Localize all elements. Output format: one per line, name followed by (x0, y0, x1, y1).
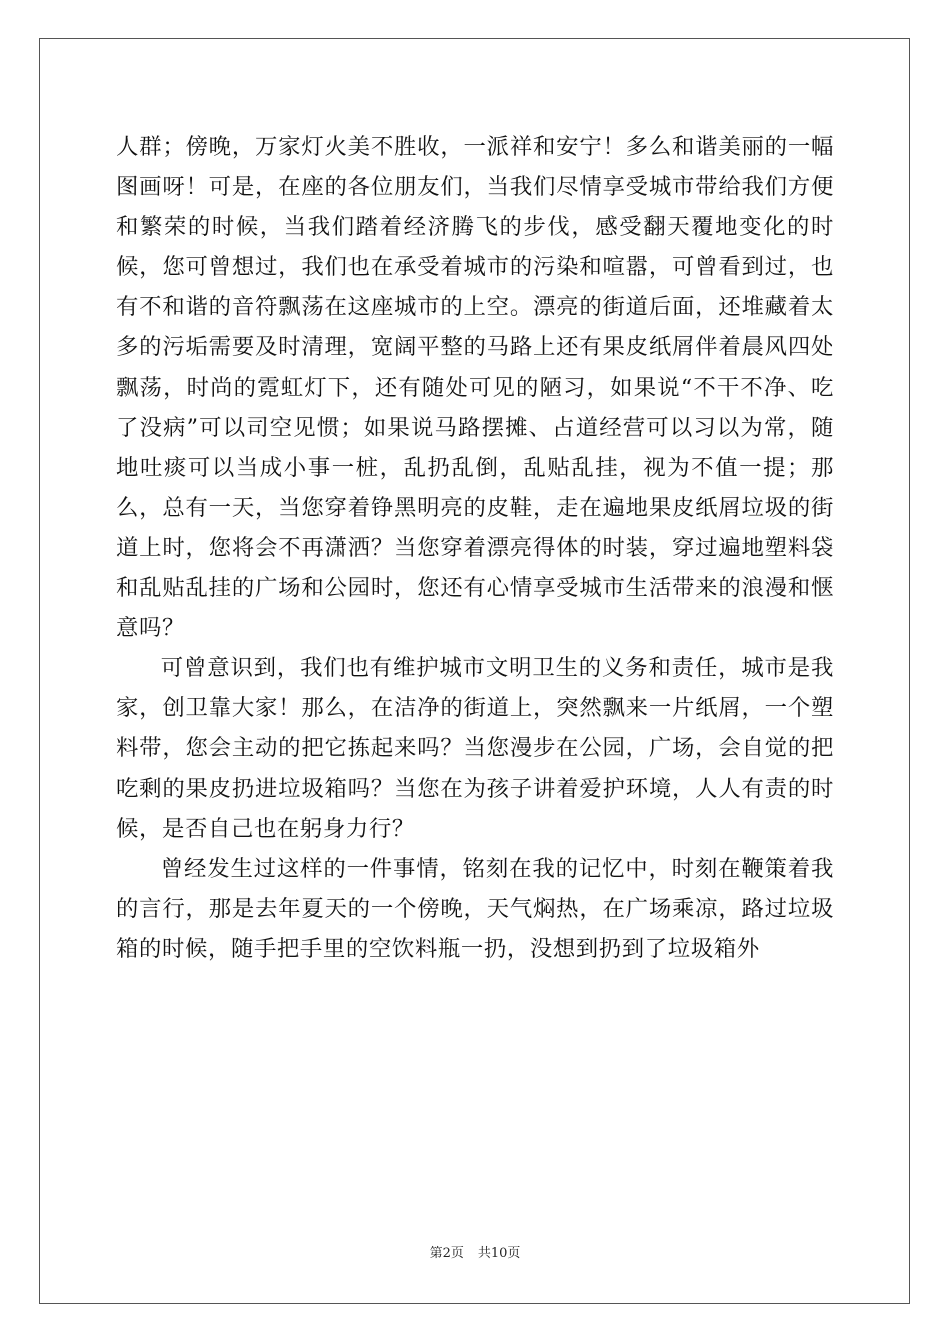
page-total: 共10页 (477, 1246, 521, 1261)
document-body (116, 127, 834, 969)
page-number: 第2页 (429, 1246, 464, 1261)
paragraph-3: 曾经发生过这样的一件事情，铭刻在我的记忆中，时刻在鞭策着我的言行，那是去年夏天的一个傍晚，天气焖热，在广场乘凉，路过垃圾箱的时候，随手把手里的空饮料瓶一扔，没想到扔到了垃圾箱外 (116, 855, 834, 962)
paragraph-2: 可曾意识到，我们也有维护城市文明卫生的义务和责任，城市是我家，创卫靠大家！那么，在洁净的街道上，突然飘来一片纸屑，一个塑料带，您会主动的把它拣起来吗？当您漫步在公园，广场，会自觉的把吃剩的果皮扔进垃圾箱吗？当您在为孩子讲着爱护环境，人人有责的时候，是否自己也在躬身力行？ (116, 655, 834, 842)
page-footer (0, 1246, 950, 1262)
paragraph-1: 人群；傍晚，万家灯火美不胜收，一派祥和安宁！多么和谐美丽的一幅图画呀！可是，在座的各位朋友们，当我们尽情享受城市带给我们方便和繁荣的时候，当我们踏着经济腾飞的步伐，感受翻天覆地变化的时候，您可曾想过，我们也在承受着城市的污染和喧嚣，可曾看到过，也有不和谐的音符飘荡在这座城市的上空。漂亮的街道后面，还堆藏着太多的污垢需要及时清理，宽阔平整的马路上还有果皮纸屑伴着晨风四处飘荡，时尚的霓虹灯下，还有随处可见的陋习，如果说“不干不净、吃了没病”可以司空见惯；如果说马路摆摊、占道经营可以习以为常，随地吐痰可以当成小事一桩，乱扔乱倒，乱贴乱挂，视为不值一提；那么，总有一天，当您穿着铮黑明亮的皮鞋，走在遍地果皮纸屑垃圾的街道上时，您将会不再潇洒？当您穿着漂亮得体的时装，穿过遍地塑料袋和乱贴乱挂的广场和公园时，您还有心情享受城市生活带来的浪漫和惬意吗？ (116, 134, 834, 642)
